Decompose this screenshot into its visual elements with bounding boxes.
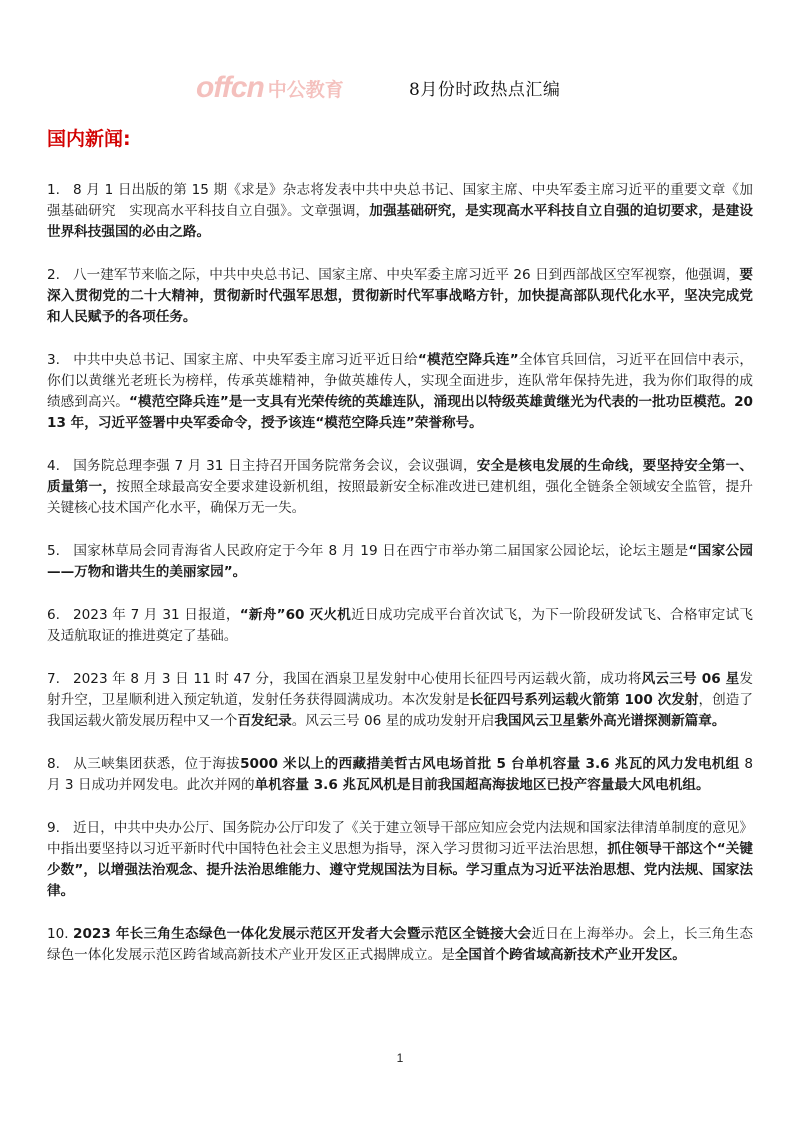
news-item-number: 5. [47, 543, 60, 559]
news-item-text: 中共中央总书记、国家主席、中央军委主席习近平近日给 [73, 352, 418, 368]
offcn-logo [196, 68, 344, 108]
news-item-emphasis: 风云三号 06 星 [641, 671, 740, 687]
news-item [47, 818, 753, 902]
news-item [47, 350, 753, 434]
news-item-number: 8. [47, 756, 60, 772]
news-item-emphasis: “新舟”60 灭火机 [239, 607, 352, 623]
news-list [47, 180, 753, 988]
news-item-number: 2. [47, 267, 60, 283]
news-item-text: 发射升空，卫星顺利进入预定轨道，发射任务获得圆满成功。本次发射是 [47, 671, 753, 708]
news-item-emphasis: “模范空降兵连”是一支具有光荣传统的英雄连队，涌现出以特级英雄黄继光为代表的一批功臣模范。2013 年，习近平签署中央军委命令，授予该连“模范空降兵连”荣誉称号。 [47, 394, 753, 431]
news-item [47, 456, 753, 519]
news-item [47, 924, 753, 966]
news-item-text: ，创造了我国运载火箭发展历程中又一个 [47, 692, 753, 729]
news-item-emphasis: “国家公园——万物和谐共生的美丽家园”。 [47, 543, 754, 580]
news-item-text: 从三峡集团获悉，位于海拔 [73, 756, 241, 772]
news-item-text: 8 月 1 日出版的第 15 期《求是》杂志将发表中共中央总书记、国家主席、中央军委主席习近平的重要文章《加强基础研究 实现高水平科技自立自强》。文章强调， [47, 182, 753, 219]
news-item-text: 八一建军节来临之际，中共中央总书记、国家主席、中央军委主席习近平 26 日到西部战区空军视察，他强调， [73, 267, 740, 283]
news-item-text: 8 月 3 日成功并网发电。此次并网的 [47, 756, 753, 793]
news-item-number: 7. [47, 671, 60, 687]
news-item-emphasis: 抓住领导干部这个“关键少数” [47, 841, 754, 878]
news-item-emphasis: 全国首个跨省域高新技术产业开发区。 [454, 947, 686, 963]
news-item-number: 3. [47, 352, 60, 368]
news-item [47, 605, 753, 647]
news-item-emphasis: ，以增强法治观念、提升法治思维能力、遵守党规国法为目标。学习重点为习近平法治思想、党内法规、国家法律。 [47, 862, 754, 899]
news-item-number: 4. [47, 458, 60, 474]
news-item-text: 2023 年 7 月 31 日报道， [73, 607, 240, 623]
news-item-emphasis: 安全是核电发展的生命线，要坚持安全第一、质量第一， [47, 458, 754, 495]
news-item [47, 541, 753, 583]
news-item-text: 近日成功完成平台首次试飞，为下一阶段研发试飞、合格审定试飞及适航取证的推进奠定了基础。 [47, 607, 753, 644]
news-item-text: 2023 年 8 月 3 日 11 时 47 分，我国在酒泉卫星发射中心使用长征四号丙运载火箭，成功将 [73, 671, 642, 687]
news-item-emphasis: 要深入贯彻党的二十大精神，贯彻新时代强军思想，贯彻新时代军事战略方针，加快提高部队现代化水平，坚决完成党和人民赋予的各项任务。 [47, 267, 753, 325]
news-item-emphasis: 加强基础研究，是实现高水平科技自立自强的迫切要求，是建设世界科技强国的必由之路。 [47, 203, 754, 240]
news-item-emphasis: “模范空降兵连” [417, 352, 519, 368]
news-item-emphasis: 5000 米以上的西藏措美哲古风电场首批 5 台单机容量 3.6 兆瓦的风力发电机组 [240, 756, 740, 772]
news-item-text: 国务院总理李强 7 月 31 日主持召开国务院常务会议，会议强调， [73, 458, 477, 474]
news-item-number: 10. [47, 926, 69, 942]
news-item-number: 9. [47, 820, 60, 836]
news-item-number: 1. [47, 182, 60, 198]
news-item-text: 近日在上海举办。会上，长三角生态绿色一体化发展示范区跨省域高新技术产业开发区正式揭牌成立。是 [47, 926, 753, 963]
news-item-number: 6. [47, 607, 60, 623]
section-heading: 国内新闻: [47, 128, 131, 150]
news-item [47, 265, 753, 328]
news-item-emphasis: 单机容量 3.6 兆瓦风机是目前我国超高海拔地区已投产容量最大风电机组。 [254, 777, 710, 793]
news-item-emphasis: 长征四号系列运载火箭第 100 次发射 [469, 692, 699, 708]
news-item-emphasis: 我国风云卫星紫外高光谱探测新篇章。 [494, 713, 726, 729]
news-item-emphasis: 百发纪录 [237, 713, 292, 729]
news-item-text: 。风云三号 06 星的成功发射开启 [291, 713, 495, 729]
header [196, 68, 344, 108]
news-item-text: 按照全球最高安全要求建设新机组，按照最新安全标准改进已建机组，强化全链条全领域安全监管，提升关键核心技术国产化水平，确保万无一失。 [47, 479, 754, 516]
logo-text-en: offcn [196, 71, 264, 104]
news-item-text: 近日，中共中央办公厅、国务院办公厅印发了《关于建立领导干部应知应会党内法规和国家法律清单制度的意见》中指出要坚持以习近平新时代中国特色社会主义思想为指导，深入学习贯彻习近平法治思想， [47, 820, 753, 857]
news-item [47, 669, 753, 732]
news-item [47, 180, 753, 243]
news-item-text: 国家林草局会同青海省人民政府定于今年 8 月 19 日在西宁市举办第二届国家公园论坛，论坛主题是 [73, 543, 689, 559]
news-item [47, 754, 753, 796]
document-title: 8月份时政热点汇编 [409, 80, 561, 100]
news-item-text: 全体官兵回信，习近平在回信中表示，你们以黄继光老班长为榜样，传承英雄精神，争做英雄传人，实现全面进步，连队常年保持先进，我为你们取得的成绩感到高兴。 [47, 352, 754, 410]
page-number: 1 [396, 1051, 404, 1065]
logo-text-cn: 中公教育 [267, 78, 344, 101]
news-item-emphasis: 2023 年长三角生态绿色一体化发展示范区开发者大会暨示范区全链接大会 [73, 926, 532, 942]
